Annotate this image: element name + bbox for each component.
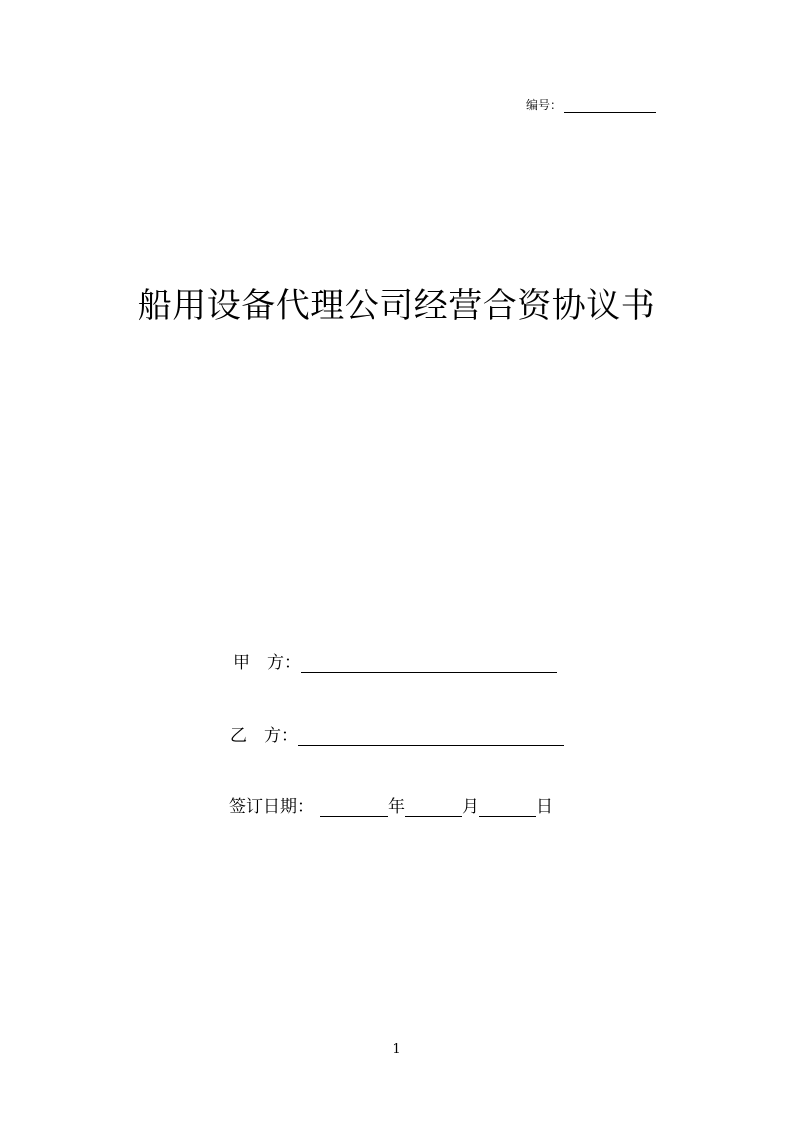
serial-number-label: 编号： — [526, 98, 563, 112]
document-title: 船用设备代理公司经营合资协议书 — [137, 286, 656, 326]
year-label: 年 — [388, 797, 405, 817]
month-blank[interactable] — [405, 799, 462, 817]
sign-date-field — [229, 792, 553, 817]
year-blank[interactable] — [320, 799, 388, 817]
day-blank[interactable] — [479, 799, 536, 817]
page-number: 1 — [392, 1042, 401, 1057]
party-a-field — [233, 648, 557, 673]
serial-number-blank[interactable] — [564, 100, 656, 113]
sign-date-label: 签订日期： — [229, 797, 314, 817]
serial-number-field — [526, 96, 656, 113]
party-b-label: 乙 方： — [230, 726, 298, 746]
party-b-field — [230, 721, 564, 746]
party-a-blank[interactable] — [301, 655, 557, 673]
month-label: 月 — [462, 797, 479, 817]
party-a-label: 甲 方： — [233, 653, 301, 673]
day-label: 日 — [536, 797, 553, 817]
party-b-blank[interactable] — [298, 728, 564, 746]
